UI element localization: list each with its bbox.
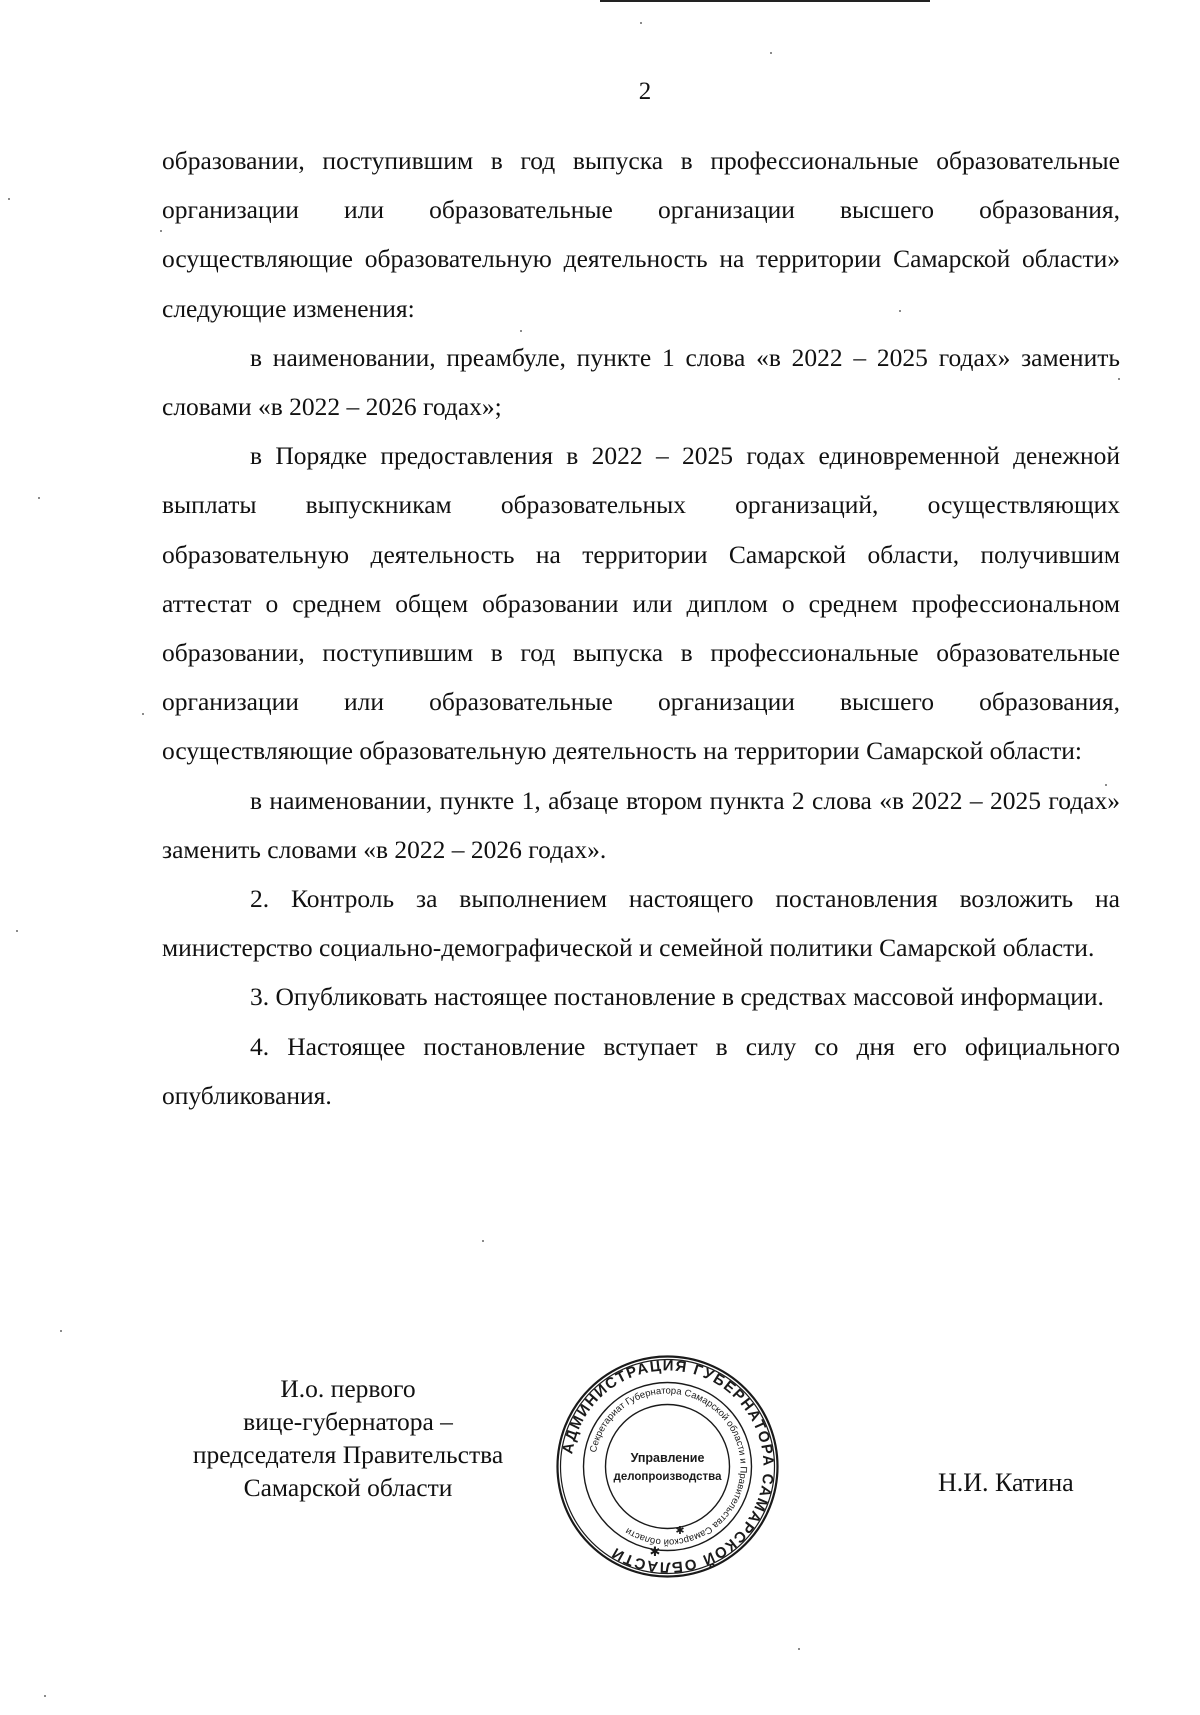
- stamp-center-line-2: делопроизводства: [613, 1471, 722, 1483]
- scan-speck: [16, 930, 18, 932]
- scan-speck: [44, 1695, 46, 1697]
- star-icon: ✱: [649, 1544, 661, 1559]
- scan-speck: [899, 310, 901, 312]
- page-number: 2: [638, 78, 652, 105]
- scan-speck: [1118, 378, 1120, 380]
- scan-speck: [142, 713, 144, 715]
- scan-speck: [520, 330, 522, 332]
- top-rule: [600, 0, 930, 2]
- paragraph-3: в Порядке предоставления в 2022 – 2025 годах единовременной денежной выплаты выпускникам образовательных организаций, осуществляющих образовательную деятельность на территории Самарской области, получившим аттестат о среднем общем образовании или диплом о среднем профессиональном образовании, поступившим в год выпуска в профессиональные образовательные организации или образовательные организации высшего образования, осуществляющие образовательную деятельность на территории Самарской области:: [162, 441, 1120, 766]
- paragraph-6: 3. Опубликовать настоящее постановление в средствах массовой информации.: [250, 982, 1104, 1012]
- signatory-title-line: Самарской области: [243, 1473, 453, 1502]
- scan-speck: [8, 198, 10, 200]
- stamp-outer-text: АДМИНИСТРАЦИЯ ГУБЕРНАТОРА САМАРСКОЙ ОБЛАСТИ: [559, 1357, 777, 1576]
- scan-speck: [482, 1240, 484, 1242]
- paragraph-7: 4. Настоящее постановление вступает в силу со дня его официального опубликования.: [162, 1031, 1120, 1110]
- scan-speck: [60, 1330, 62, 1332]
- paragraph-4: в наименовании, пункте 1, абзаце втором пункта 2 слова «в 2022 – 2025 годах» заменить словами «в 2022 – 2026 годах».: [162, 785, 1120, 864]
- star-icon: ✱: [675, 1525, 685, 1537]
- stamp-center-line-1: Управление: [630, 1451, 705, 1465]
- official-stamp: [555, 1354, 780, 1579]
- scan-speck: [640, 22, 642, 24]
- signatory-title-line: вице-губернатора –: [243, 1407, 453, 1436]
- stamp-inner-text: Секретариат Губернатора Самарской области и Правительства Самарской области: [587, 1385, 749, 1548]
- scan-speck: [770, 52, 772, 54]
- signatory-name: Н.И. Катина: [938, 1468, 1074, 1497]
- paragraph-1: образовании, поступившим в год выпуска в профессиональные образовательные организации или образовательные организации высшего образования, осуществляющие образовательную деятельность на территории Самарской области» следующие изменения:: [162, 146, 1120, 323]
- scan-speck: [38, 497, 40, 499]
- paragraph-5: 2. Контроль за выполнением настоящего постановления возложить на министерство социально-демографической и семейной политики Самарской области.: [162, 884, 1120, 963]
- paragraph-2: в наименовании, преамбуле, пункте 1 слова «в 2022 – 2025 годах» заменить словами «в 2022 – 2026 годах»;: [162, 342, 1120, 422]
- scan-speck: [160, 230, 162, 232]
- signatory-title-line: И.о. первого: [280, 1374, 416, 1403]
- signatory-title: [158, 1372, 538, 1504]
- scan-speck: [798, 1648, 800, 1650]
- document-body: [162, 136, 1120, 1120]
- signatory-title-line: председателя Правительства: [192, 1440, 504, 1469]
- scan-speck: [1105, 784, 1107, 786]
